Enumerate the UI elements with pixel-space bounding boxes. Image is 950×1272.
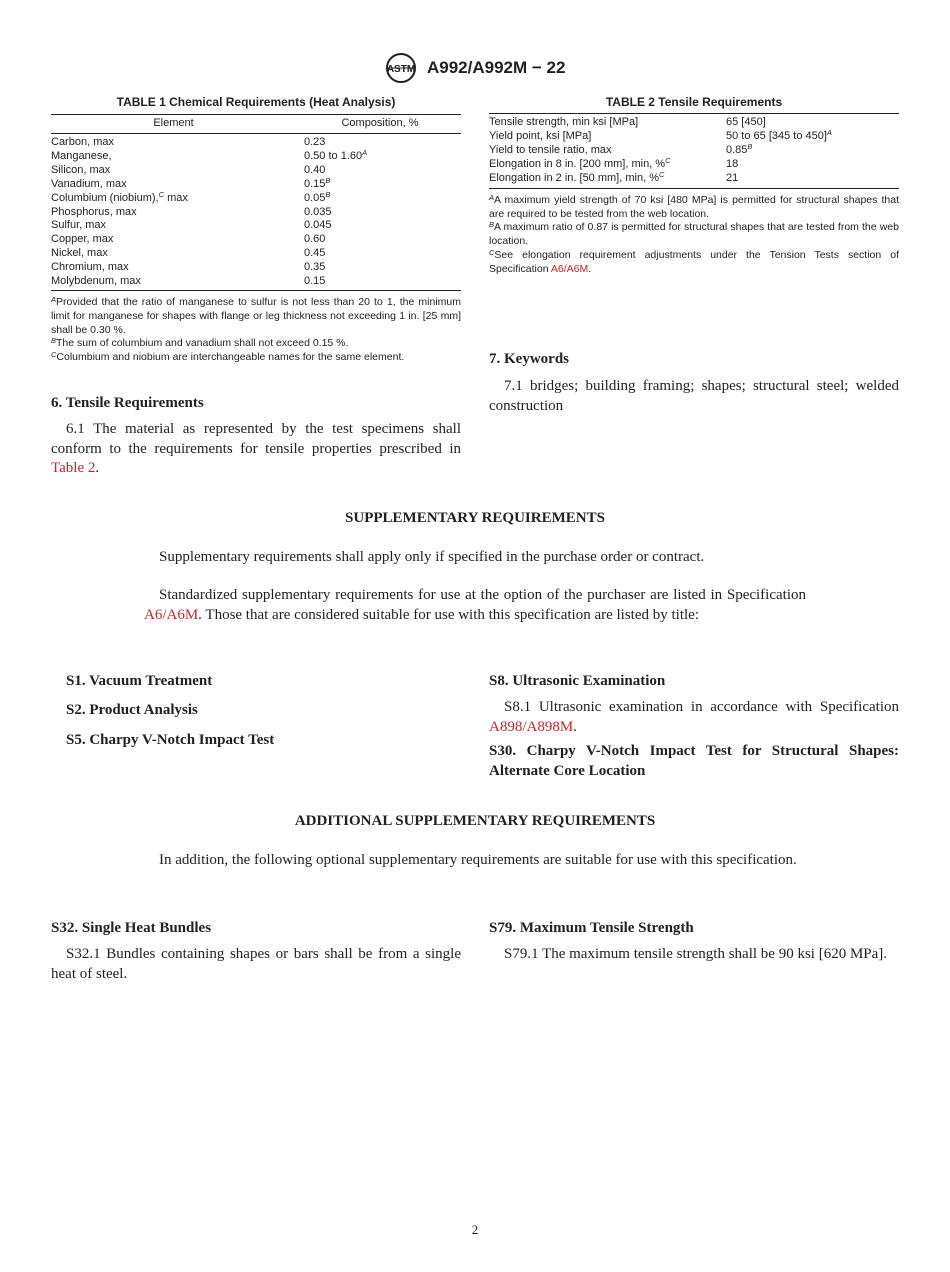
element-name: Manganese,	[51, 149, 112, 162]
s8-heading: S8. Ultrasonic Examination	[489, 673, 666, 689]
composition-value: 0.15	[304, 275, 326, 287]
footnote-text: Columbium and niobium are interchangeable names for the same element.	[56, 351, 405, 363]
composition-value: 0.35	[304, 261, 326, 274]
element-name: Molybdenum, max	[51, 275, 141, 287]
composition-value: 0.15	[304, 177, 326, 190]
table2-label-cell	[489, 172, 664, 184]
table1-composition-cell	[304, 261, 325, 273]
table1-composition-cell	[304, 206, 332, 218]
requirement-value: 50 to 65 [345 to 450]	[726, 130, 827, 142]
table2-footnote	[489, 193, 899, 221]
composition-value: 0.23	[304, 136, 326, 148]
requirement-value: 18	[726, 158, 739, 170]
table1-element-cell	[51, 261, 129, 273]
composition-value: 0.60	[304, 233, 326, 246]
footnote-mark: C	[658, 170, 665, 179]
element-name: Carbon, max	[51, 136, 114, 148]
footnote-text: Provided that the ratio of manganese to sulfur is not less than 20 to 1, the minimum limit for manganese for shapes with flange or leg thickness not exceeding 1 in. [25 mm] shall be 0.30 %.	[51, 296, 461, 336]
table1-footnote	[51, 295, 461, 337]
table1-element-cell	[51, 219, 106, 231]
table1-element-cell	[51, 164, 110, 176]
table2-value-cell	[726, 130, 832, 142]
table1-element-cell	[51, 150, 112, 162]
element-name: Nickel, max	[51, 247, 108, 260]
astm-logo-text: ASTM	[386, 64, 416, 75]
section6-text-end: .	[95, 460, 100, 476]
requirement-label: Yield to tensile ratio, max	[489, 144, 612, 156]
section7-paragraph: 7.1 bridges; building framing; shapes; structural steel; welded construction	[489, 378, 899, 414]
footnote-mark: A	[51, 295, 57, 304]
footnote-text: A maximum ratio of 0.87 is permitted for structural shapes that are tested from the web location.	[489, 221, 899, 247]
table1-element-cell	[51, 189, 188, 204]
table2-top-rule	[489, 113, 899, 114]
table1-composition-cell	[304, 233, 325, 245]
astm-logo	[381, 52, 421, 84]
table2-value-cell	[726, 158, 738, 170]
table1-element-cell	[51, 178, 127, 190]
a898-link[interactable]: A898/A898M	[489, 718, 574, 735]
table1-composition-cell	[304, 275, 325, 287]
requirement-label: Elongation in 2 in. [50 mm], min, %	[489, 172, 659, 184]
composition-value: 0.05	[304, 191, 326, 204]
element-name: Vanadium, max	[51, 177, 127, 190]
element-name: Silicon, max	[51, 163, 111, 176]
s81-text: S8.1 Ultrasonic examination in accordance with Specification	[504, 699, 899, 715]
table1-top-rule	[51, 114, 461, 115]
footnote-mark: A	[489, 193, 495, 202]
table1-composition-cell	[304, 164, 325, 176]
element-name: Chromium, max	[51, 261, 129, 274]
footnote-text: The sum of columbium and vanadium shall not exceed 0.15 %.	[56, 337, 349, 349]
supplementary-para2-text-end: . Those that are considered suitable for use with this specification are listed by title:	[198, 606, 700, 623]
table2-footnote	[489, 248, 899, 276]
element-name-tail: max	[164, 191, 188, 204]
supplementary-para2-text: Standardized supplementary requirements for use at the option of the purchaser are listed in Specification	[159, 587, 806, 603]
additional-title: ADDITIONAL SUPPLEMENTARY REQUIREMENTS	[294, 813, 656, 829]
footnote-mark: B	[747, 142, 753, 151]
table1-composition-cell	[304, 175, 331, 190]
requirement-value: 65 [450]	[726, 116, 766, 128]
s81-text-end: .	[573, 718, 577, 735]
table2-caption: TABLE 2 Tensile Requirements	[605, 95, 783, 109]
table2-label-cell	[489, 130, 591, 142]
table1-composition-cell	[304, 219, 332, 231]
table1-element-cell	[51, 233, 113, 245]
requirement-label: Tensile strength, min ksi [MPa]	[489, 116, 639, 128]
document-designation: A992/A992M − 22	[427, 58, 566, 77]
table1-caption: TABLE 1 Chemical Requirements (Heat Analysis)	[116, 95, 396, 109]
footnote-mark: C	[489, 248, 495, 257]
table1-composition-cell	[304, 147, 368, 162]
composition-value: 0.035	[304, 205, 332, 218]
footnote-mark: B	[489, 220, 495, 229]
s321-paragraph: S32.1 Bundles containing shapes or bars shall be from a single heat of steel.	[51, 946, 461, 982]
s5-heading: S5. Charpy V-Notch Impact Test	[66, 732, 275, 748]
element-name: Copper, max	[51, 233, 114, 246]
element-name: Sulfur, max	[51, 219, 107, 232]
table1-footnote	[51, 350, 461, 364]
footnote-text-end: .	[588, 263, 592, 275]
table2-value-cell	[726, 172, 738, 184]
table2-value-cell	[726, 116, 766, 128]
table2-label-cell	[489, 144, 611, 156]
table2-link[interactable]: Table 2	[51, 460, 96, 476]
a6-a6m-link[interactable]: A6/A6M	[144, 606, 199, 623]
section6-paragraph	[51, 420, 461, 479]
s79-heading: S79. Maximum Tensile Strength	[489, 920, 694, 936]
s32-heading: S32. Single Heat Bundles	[51, 920, 212, 936]
s81-paragraph	[489, 698, 899, 737]
footnote-mark: B	[325, 175, 331, 185]
element-name: Phosphorus, max	[51, 205, 137, 218]
additional-paragraph: In addition, the following optional supplementary requirements are suitable for use with this specification.	[159, 852, 797, 868]
table2-value-cell	[726, 144, 752, 156]
table1-element-cell	[51, 247, 108, 259]
s1-heading: S1. Vacuum Treatment	[66, 673, 213, 689]
footnote-text: See elongation requirement adjustments under the Tension Tests section of Specification	[489, 249, 899, 275]
table1-col-composition: Composition, %	[341, 117, 419, 129]
s791-paragraph: S79.1 The maximum tensile strength shall be 90 ksi [620 MPa].	[504, 946, 888, 962]
s2-heading: S2. Product Analysis	[66, 702, 198, 718]
section6-heading: 6. Tensile Requirements	[51, 395, 204, 411]
composition-value: 0.40	[304, 163, 326, 176]
s30-heading: S30. Charpy V-Notch Impact Test for Structural Shapes: Alternate Core Location	[489, 743, 899, 779]
footnote-mark: C	[51, 350, 57, 359]
table1-element-cell	[51, 206, 137, 218]
requirement-label: Elongation in 8 in. [200 mm], min, %	[489, 158, 666, 170]
supplementary-para1: Supplementary requirements shall apply only if specified in the purchase order or contract.	[159, 549, 705, 565]
requirement-value: 0.85	[726, 144, 748, 156]
supplementary-title: SUPPLEMENTARY REQUIREMENTS	[345, 510, 605, 526]
footnote-mark: C	[158, 189, 165, 199]
page-number: 2	[471, 1222, 479, 1237]
footnote-mark: B	[51, 336, 57, 345]
footnote-mark: C	[665, 156, 671, 165]
footnote-mark: A	[826, 128, 832, 137]
composition-value: 0.50 to 1.60	[304, 149, 363, 162]
element-name: Columbium (niobium),	[51, 191, 159, 204]
table1-element-cell	[51, 275, 141, 287]
footnote-mark: B	[325, 189, 331, 199]
footnote-mark: A	[362, 147, 368, 157]
requirement-label: Yield point, ksi [MPa]	[489, 130, 592, 142]
a6-a6m-link[interactable]: A6/A6M	[550, 263, 589, 275]
section6-text: 6.1 The material as represented by the test specimens shall conform to the requirements for tensile properties prescribed in	[51, 421, 461, 457]
footnote-text: A maximum yield strength of 70 ksi [480 MPa] is permitted for structural shapes that are required to be tested from the web location.	[489, 194, 899, 220]
table1-col-element: Element	[153, 117, 194, 129]
table1-header-rule	[51, 133, 461, 134]
section7-heading: 7. Keywords	[489, 351, 569, 367]
composition-value: 0.45	[304, 247, 326, 260]
table1-composition-cell	[304, 136, 325, 148]
table1-composition-cell	[304, 247, 325, 259]
table1-composition-cell	[304, 189, 331, 204]
composition-value: 0.045	[304, 219, 332, 232]
requirement-value: 21	[726, 172, 739, 184]
page-header	[0, 52, 950, 86]
table2-label-cell	[489, 158, 671, 170]
table2-footnote	[489, 220, 899, 248]
table1-element-cell	[51, 136, 114, 148]
table1-footnote	[51, 336, 461, 350]
supplementary-para2	[144, 586, 806, 625]
table2-bottom-rule	[489, 188, 899, 189]
table2-label-cell	[489, 116, 638, 128]
table1-bottom-rule	[51, 290, 461, 291]
